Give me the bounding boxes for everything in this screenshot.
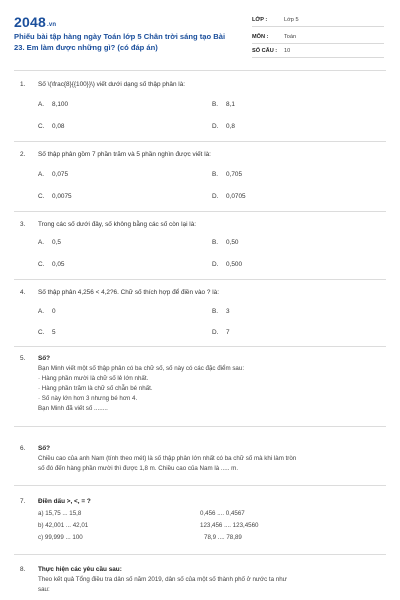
meta-count-label: SỐ CÂU :: [252, 48, 278, 54]
question-number: 2.: [20, 151, 26, 158]
meta-class-value: Lớp 5: [284, 17, 299, 23]
option-b[interactable]: B. 0,705: [212, 171, 242, 178]
option-d[interactable]: D. 0,500: [212, 261, 242, 268]
meta-count-value: 10: [284, 48, 291, 54]
text-line: · Hàng phần trăm là chữ số chẵn bé nhất.: [38, 385, 153, 392]
question-number: 6.: [20, 445, 26, 452]
question-stem: Trong các số dưới đây, số không bằng các số còn lại là:: [38, 221, 197, 228]
option-a[interactable]: A. 0,075: [38, 171, 68, 178]
option-a[interactable]: A. 8,100: [38, 101, 68, 108]
divider: [14, 211, 386, 212]
question-stem: Số \(\frac{8}{{100}}\) viết dưới dạng số thập phân là:: [38, 81, 186, 88]
divider: [14, 485, 386, 486]
text-line: Chiều cao của anh Nam (tính theo mét) là số thập phân lớn nhất có ba chữ số mà khi làm tròn: [38, 455, 297, 462]
compare-right: 0,456 .... 0,4567: [200, 510, 245, 517]
meta-count: [252, 45, 384, 58]
divider: [14, 426, 386, 427]
question-title: Thực hiện các yêu cầu sau:: [38, 566, 122, 573]
option-b[interactable]: B. 8,1: [212, 101, 235, 108]
meta-subject: [252, 31, 384, 44]
text-line: · Hàng phần mười là chữ số lẻ lớn nhất.: [38, 375, 149, 382]
question-number: 8.: [20, 566, 26, 573]
meta-class-label: LỚP :: [252, 17, 268, 23]
worksheet-title: Phiếu bài tập hàng ngày Toán lớp 5 Chân trời sáng tạo Bài 23. Em làm được những gì? (có đáp án): [14, 32, 226, 52]
compare-left: c) 99,999 ... 100: [38, 534, 83, 541]
text-line: số đó đến hàng phần mười thì được 1,8 m. Chiều cao của Nam là ..... m.: [38, 465, 239, 472]
meta-subject-label: MÔN :: [252, 34, 269, 40]
compare-left: b) 42,001 ... 42,01: [38, 522, 89, 529]
question-stem: Số thập phân gồm 7 phần trăm và 5 phần nghìn được viết là:: [38, 151, 211, 158]
option-c[interactable]: C. 0,05: [38, 261, 65, 268]
meta-class: [252, 14, 384, 27]
option-c[interactable]: C. 0,08: [38, 123, 65, 130]
question-stem: Số thập phân 4,256 < 4,2?6. Chữ số thích hợp để điền vào ? là:: [38, 289, 219, 296]
question-title: Số?: [38, 355, 51, 362]
question-title: Điền dấu >, <, = ?: [38, 498, 91, 505]
divider: [14, 70, 386, 71]
logo: 2048.vn: [14, 14, 57, 30]
divider: [14, 141, 386, 142]
meta-subject-value: Toán: [284, 34, 297, 40]
option-b[interactable]: B. 3: [212, 308, 230, 315]
question-title: Số?: [38, 445, 51, 452]
option-b[interactable]: B. 0,50: [212, 239, 239, 246]
option-c[interactable]: C. 5: [38, 329, 56, 336]
divider: [14, 346, 386, 347]
text-line: Bạn Minh đã viết số ........: [38, 405, 108, 412]
question-number: 1.: [20, 81, 26, 88]
text-line: · Số này lớn hơn 3 nhưng bé hơn 4.: [38, 395, 138, 402]
option-a[interactable]: A. 0: [38, 308, 56, 315]
text-line: Bạn Minh viết một số thập phân có ba chữ số, số này có các đặc điểm sau:: [38, 365, 245, 372]
option-d[interactable]: D. 0,8: [212, 123, 235, 130]
logo-suffix: .vn: [46, 22, 57, 28]
compare-right: 78,9 .... 78,89: [204, 534, 242, 541]
divider: [14, 279, 386, 280]
option-a[interactable]: A. 0,5: [38, 239, 61, 246]
question-number: 4.: [20, 289, 26, 296]
question-number: 5.: [20, 355, 26, 362]
text-line: Theo kết quả Tổng điều tra dân số năm 2019, dân số của một số thành phố ở nước ta như: [38, 576, 287, 583]
divider: [14, 554, 386, 555]
option-d[interactable]: D. 0,0705: [212, 193, 246, 200]
compare-right: 123,456 .... 123,4560: [200, 522, 259, 529]
text-line: sau:: [38, 586, 50, 593]
question-number: 3.: [20, 221, 26, 228]
option-d[interactable]: D. 7: [212, 329, 230, 336]
question-number: 7.: [20, 498, 26, 505]
option-c[interactable]: C. 0,0075: [38, 193, 72, 200]
compare-left: a) 15,75 ... 15,8: [38, 510, 82, 517]
